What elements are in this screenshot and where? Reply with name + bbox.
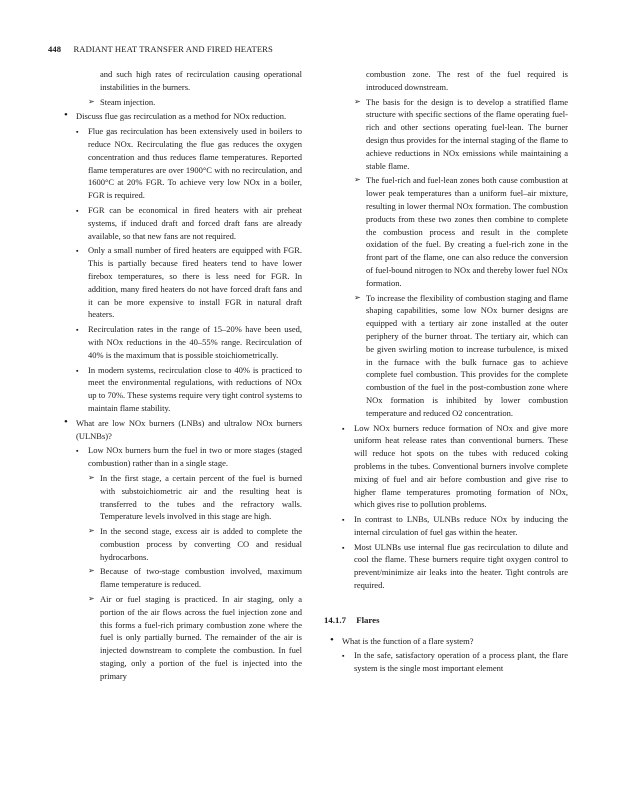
paragraph: In the safe, satisfactory operation of a process plant, the flare system is the single most important element <box>354 650 568 674</box>
list-item <box>330 635 568 648</box>
paragraph: Steam injection. <box>100 96 156 107</box>
paragraph: combustion zone. The rest of the fuel required is introduced downstream. <box>366 69 568 92</box>
list-item <box>64 68 302 94</box>
section-heading <box>324 614 568 627</box>
list-item <box>64 444 302 470</box>
bullet-square: ▪ <box>342 652 345 661</box>
bullet-square: ▪ <box>76 447 79 456</box>
paragraph: In the first stage, a certain percent of the fuel is burned with substoichiometric air and the resulting heat is transferred to the tubes and the refractory walls. Temperature levels involved in this stage are high. <box>100 472 302 522</box>
arrow-bullet-icon: ➢ <box>88 96 95 106</box>
paragraph: In the second stage, excess air is added to complete the combustion process by converting CO and residual hydrocarbons. <box>100 526 302 562</box>
list-item <box>330 422 568 512</box>
paragraph: In modern systems, recirculation close to 40% is practiced to meet the environmental regulations, with reductions of NOx up to 70%. These systems require very tight control systems to maintain flame stability. <box>88 364 302 413</box>
list-item <box>330 174 568 289</box>
list-item <box>330 96 568 173</box>
flares-section-body <box>330 635 568 675</box>
running-title: RADIANT HEAT TRANSFER AND FIRED HEATERS <box>73 44 273 54</box>
list-item <box>64 525 302 563</box>
list-item <box>330 292 568 420</box>
section-title: Flares <box>356 614 380 625</box>
paragraph: Most ULNBs use internal flue gas recirculation to dilute and cool the flame. These burners require tight oxygen control to prevent/minimize air leaks into the heater. Tight controls are required. <box>354 541 568 591</box>
list-item <box>64 244 302 321</box>
paragraph: Air or fuel staging is practiced. In air staging, only a portion of the air flows across the fuel injection zone and this forms a fuel-rich primary combustion zone where the fuel is only partially burned. The remainder of the air is injected downstream to complete the combustion. In fuel staging, only a portion of the fuel is injected into the primary <box>100 594 302 681</box>
list-item <box>64 110 302 123</box>
bullet-square: ▪ <box>76 326 79 335</box>
arrow-bullet-icon: ➢ <box>354 175 361 185</box>
bullet-square: ▪ <box>76 206 79 215</box>
paragraph: What are low NOx burners (LNBs) and ultralow NOx burners (ULNBs)? <box>76 417 302 441</box>
list-item <box>64 204 302 242</box>
arrow-bullet-icon: ➢ <box>354 292 361 302</box>
right-column-body <box>330 68 568 592</box>
bullet-dot: • <box>64 109 68 122</box>
list-item <box>64 472 302 523</box>
paragraph: Flue gas recirculation has been extensively used in boilers to reduce NOx. Recirculating the flue gas reduces the oxygen concentration and thus reduces flame temperatures. Reported flame temperatures are over 1900°C with no recirculation, and 1600°C at 20% FGR. To achieve very low NOx in a boiler, FGR is required. <box>88 126 302 201</box>
list-item <box>64 417 302 443</box>
paragraph: In contrast to LNBs, ULNBs reduce NOx by inducing the internal circulation of fuel gas within the heater. <box>354 514 568 537</box>
arrow-bullet-icon: ➢ <box>354 96 361 106</box>
arrow-bullet-icon: ➢ <box>88 472 95 482</box>
paragraph: The fuel-rich and fuel-lean zones both cause combustion at lower peak temperatures than a uniform fuel–air mixture, resulting in lower thermal NOx formation. The combustion products from these two zones then combine to complete the combustion process and result in the complete oxidation of the fuel. By creating a fuel-rich zone in the front part of the flame, one can also reduce the conversion of fuel-bound nitrogen to NOx and thereby lower fuel NOx formation. <box>366 175 568 288</box>
list-item <box>330 513 568 539</box>
bullet-square: ▪ <box>342 516 345 525</box>
paragraph: Only a small number of fired heaters are equipped with FGR. This is partially because fired heaters tend to have lower firebox temperatures, so there is less need for FGR. In addition, many fired heaters do not have forced draft fans and it can be more expensive to install FGR in natural draft heaters. <box>88 245 302 320</box>
right-column <box>324 68 568 675</box>
paragraph: FGR can be economical in fired heaters with air preheat systems, if induced draft and forced draft fans are already available, so that new fans are not required. <box>88 204 302 241</box>
list-item <box>64 323 302 361</box>
bullet-square: ▪ <box>342 424 345 433</box>
list-item <box>64 565 302 591</box>
list-item <box>64 96 302 109</box>
paragraph: The basis for the design is to develop a stratified flame structure with specific sections of the flame operating fuel-rich and other sections operating fuel-lean. The burner design thus provides for the internal staging of the flame to achieve reductions in NOx emissions while maintaining a stable flame. <box>366 96 568 171</box>
bullet-square: ▪ <box>76 128 79 137</box>
bullet-square: ▪ <box>342 543 345 552</box>
paragraph: Low NOx burners burn the fuel in two or more stages (staged combustion) rather than in a single stage. <box>88 445 302 469</box>
left-column <box>64 68 302 683</box>
paragraph: To increase the flexibility of combustion staging and flame shaping capabilities, some low NOx burner designs are equipped with a tertiary air zone installed at the outer periphery of the burner throat. The tertiary air, which can be given swirling motion to increase turbulence, is mixed in the furnace with the bulk furnace gas to achieve complete fuel combustion. This provides for the complete combustion of the fuel in the post-combustion zone where NOx formation is inhibited by lower combustion temperature and reduced O2 concentration. <box>366 292 568 418</box>
bullet-dot: • <box>330 633 334 646</box>
paragraph: and such high rates of recirculation causing operational instabilities in the burners. <box>100 69 302 92</box>
paragraph: Low NOx burners reduce formation of NOx and give more uniform heat release rates than conventional burners. These will reduce hot spots on the tubes with reduced coking problems in the tubes. Conventional burners involve complete mixing of fuel and air before combustion and give rise to higher flame temperatures promoting formation of NOx, which gives rise to pollution problems. <box>354 422 568 510</box>
paragraph: Recirculation rates in the range of 15–20% have been used, with NOx reductions in the 40–55% range. Recirculation of 40% is the maximum that is possible stoichiometrically. <box>88 324 302 360</box>
list-item <box>64 125 302 202</box>
arrow-bullet-icon: ➢ <box>88 566 95 576</box>
arrow-bullet-icon: ➢ <box>88 594 95 604</box>
list-item <box>330 649 568 675</box>
page-number: 448 <box>48 44 62 54</box>
paragraph: Because of two-stage combustion involved, maximum flame temperature is reduced. <box>100 566 302 590</box>
running-header <box>48 44 273 54</box>
arrow-bullet-icon: ➢ <box>88 526 95 536</box>
bullet-dot: • <box>64 415 68 428</box>
bullet-square: ▪ <box>76 366 79 375</box>
paragraph: What is the function of a flare system? <box>342 635 474 646</box>
list-item <box>330 541 568 592</box>
list-item <box>64 593 302 683</box>
list-item <box>330 68 568 94</box>
paragraph: Discuss flue gas recirculation as a method for NOx reduction. <box>76 111 287 122</box>
list-item <box>64 364 302 415</box>
bullet-square: ▪ <box>76 247 79 256</box>
section-number: 14.1.7 <box>324 614 346 625</box>
